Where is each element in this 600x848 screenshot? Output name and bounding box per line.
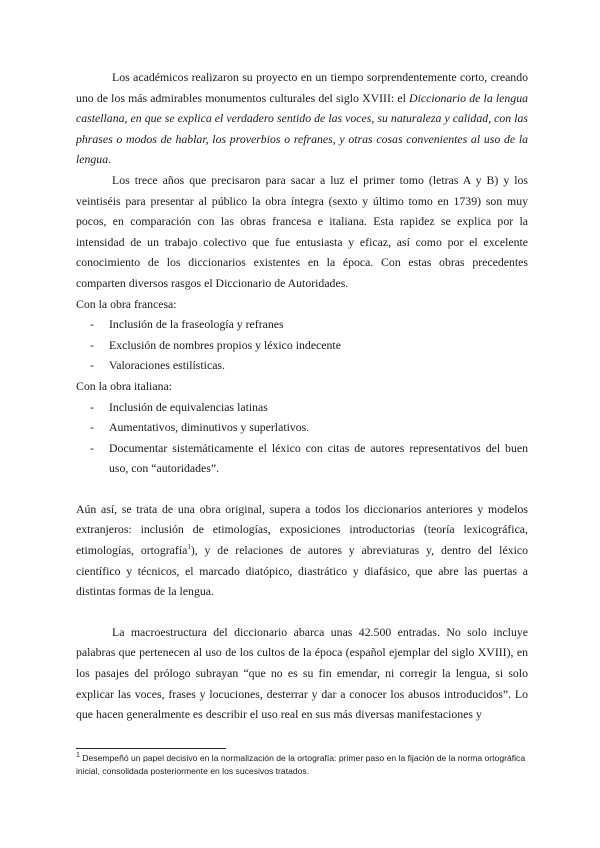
- list-item: - Exclusión de nombres propios y léxico indecente: [76, 335, 528, 356]
- footnote-marker: 1: [76, 752, 80, 760]
- paragraph-text-end: .: [108, 152, 112, 167]
- paragraph-diccionario-intro: [76, 67, 528, 170]
- footnote-text: Desempeñó un papel decisivo en la normalización de la ortografía: primer paso en la fijación de la norma ortográfica inicial, consolidada posteriormente en los sucesivos tratados.: [76, 753, 526, 776]
- footnote-separator: [76, 748, 226, 749]
- paragraph-macroestructura: La macroestructura del diccionario abarca unas 42.500 entradas. No solo incluye palabras que pertenecen al uso de los cultos de la época (español ejemplar del siglo XVIII), en los pasajes del prólogo subrayan “que no es su fin emendar, ni corregir la lengua, si solo explicar las voces, frases y locuciones, desterrar y dar a conocer los abusos introducidos”. Lo que hacen generalmente es describir el uso real en sus más diversas manifestaciones y: [76, 624, 528, 722]
- paragraph-spacer: [76, 479, 528, 499]
- dictionary-title-italic: Diccionario de la lengua castellana, en que se explica el verdadero sentido de las voces, su naturaleza y calidad, con las phrases o modos de hablar, los proverbios o refranes, y otras cosas convenientes al uso de la lengua: [76, 90, 528, 167]
- paragraph-obra-original: [76, 499, 528, 602]
- footnote: [76, 752, 528, 778]
- list-item: - Documentar sistemáticamente el léxico con citas de autores representativos del buen uso, con “autoridades”.: [76, 438, 528, 479]
- list-item: - Inclusión de equivalencias latinas: [76, 397, 528, 418]
- paragraph-text: Aún así, se trata de una obra original, supera a todos los diccionarios anteriores y modelos extranjeros: inclusión de etimologías, exposiciones introductorias (teoría lexicográfica, etimologías, ortografía: [76, 501, 528, 558]
- list-item: - Aumentativos, diminutivos y superlativos.: [76, 417, 528, 438]
- paragraph-spacer: [76, 602, 528, 622]
- paragraph-rapidez: Los trece años que precisaron para sacar a luz el primer tomo (letras A y B) y los veintiséis para presentar al público la obra íntegra (sexto y último tomo en 1739) son muy pocos, en comparación con las obras francesa e italiana. Esta rapidez se explica por la intensidad de un trabajo colectivo que fue entusiasta y eficaz, así como por el excelente conocimiento de los diccionarios existentes en la época. Con estas obras precedentes comparten diversos rasgos el Diccionario de Autoridades.: [76, 172, 528, 290]
- italian-features-list: [76, 397, 528, 479]
- french-features-list: [76, 314, 528, 376]
- italian-list-intro: Con la obra italiana:: [76, 378, 172, 393]
- french-list-intro: Con la obra francesa:: [76, 296, 177, 311]
- list-item: - Inclusión de la fraseología y refranes: [76, 314, 528, 335]
- paragraph-text-end: ), y de relaciones de autores y abreviaturas y, dentro del léxico científico y técnicos, el marcado diatópico, diastrático y diafásico, que abre las puertas a distintas formas de la lengua.: [76, 543, 528, 599]
- paragraph-text: Los académicos realizaron su proyecto en un tiempo sorprendentemente corto, creando uno de los más admirables monumentos culturales del siglo XVIII: el: [76, 70, 528, 105]
- footnote-reference[interactable]: 1: [187, 543, 191, 552]
- body-text: [76, 67, 528, 725]
- list-item: - Valoraciones estilísticas.: [76, 355, 528, 376]
